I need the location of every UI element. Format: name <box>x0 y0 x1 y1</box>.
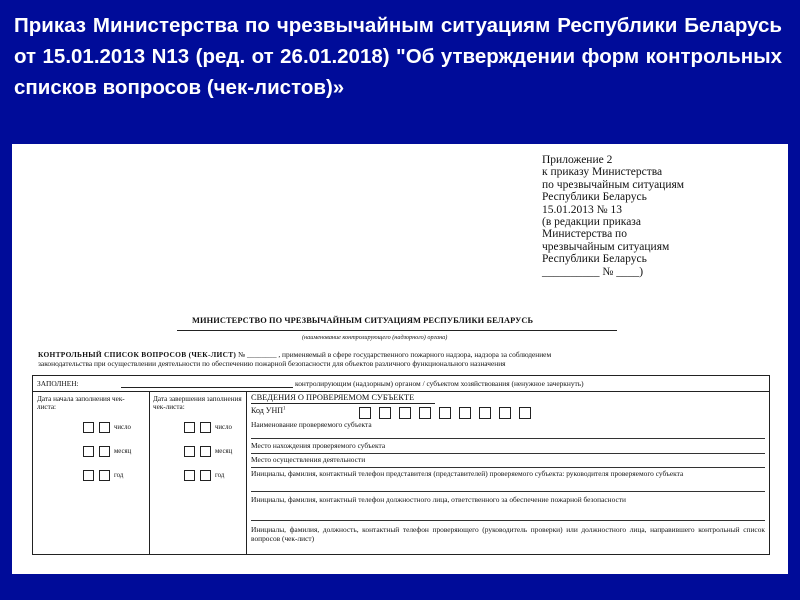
ministry-name: МИНИСТЕРСТВО ПО ЧРЕЗВЫЧАЙНЫМ СИТУАЦИЯМ РЕСПУБЛИКИ БЕЛАРУСЬ <box>192 316 534 325</box>
checkbox[interactable] <box>200 446 211 457</box>
checkbox[interactable] <box>83 446 94 457</box>
unp-digit-box[interactable] <box>519 407 531 419</box>
field-fill-line[interactable] <box>251 520 765 521</box>
unp-digit-box[interactable] <box>479 407 491 419</box>
unp-label <box>251 406 286 415</box>
filled-label: ЗАПОЛНЕН: <box>37 379 79 388</box>
field-representative: Инициалы, фамилия, контактный телефон представителя (представителей) проверяемого субъекта: руководителя проверяемого субъекта <box>251 469 684 478</box>
start-year-row <box>83 470 147 482</box>
checkbox[interactable] <box>99 422 110 433</box>
checklist-form-table <box>32 375 770 555</box>
checklist-heading-text-2: законодательства при осуществлении деятельности по обеспечению пожарной безопасности для объектов различного функционального назначения <box>38 358 506 368</box>
appendix-line: чрезвычайным ситуациям <box>542 240 670 253</box>
end-date-label: Дата завершения заполнения чек-листа: <box>153 395 242 412</box>
field-subject-name: Наименование проверяемого субъекта <box>251 420 372 429</box>
filled-blank-line <box>121 387 293 388</box>
filled-by-row <box>33 376 769 392</box>
end-month-row <box>184 446 244 458</box>
unp-digit-box[interactable] <box>379 407 391 419</box>
checkbox[interactable] <box>184 446 195 457</box>
ministry-rule <box>177 330 617 331</box>
ministry-caption: (наименование контролирующего (надзорного) органа) <box>302 334 448 341</box>
end-day-row <box>184 422 244 434</box>
day-label: число <box>114 424 131 431</box>
field-fill-line[interactable] <box>251 491 765 492</box>
field-inspector: Инициалы, фамилия, должность, контактный телефон проверяющего (руководитель проверки) или должностного лица, направившего контрольный список вопросов (чек-лист) <box>251 525 765 543</box>
unp-digit-box[interactable] <box>359 407 371 419</box>
checkbox[interactable] <box>200 422 211 433</box>
day-label: число <box>215 424 232 431</box>
unp-digit-box[interactable] <box>419 407 431 419</box>
field-fill-line[interactable] <box>251 467 765 468</box>
appendix-line: к приказу Министерства <box>542 166 663 179</box>
unp-footnote: 1 <box>283 406 286 412</box>
checklist-heading <box>38 351 748 368</box>
appendix-line: Республики Беларусь <box>542 253 647 266</box>
appendix-line: (в редакции приказа <box>542 216 641 229</box>
checkbox[interactable] <box>200 470 211 481</box>
unp-digit-box[interactable] <box>439 407 451 419</box>
field-subject-location: Место нахождения проверяемого субъекта <box>251 441 386 450</box>
appendix-line: __________ № ____) <box>542 265 644 278</box>
appendix-line: Республики Беларусь <box>542 191 647 204</box>
field-fill-line[interactable] <box>251 453 765 454</box>
column-divider <box>246 391 247 554</box>
unp-digit-box[interactable] <box>399 407 411 419</box>
appendix-line: 15.01.2013 № 13 <box>542 203 622 216</box>
column-divider <box>149 391 150 554</box>
field-fire-safety-officer: Инициалы, фамилия, контактный телефон должностного лица, ответственного за обеспечение пожарной безопасности <box>251 495 626 504</box>
subject-header: СВЕДЕНИЯ О ПРОВЕРЯЕМОМ СУБЪЕКТЕ <box>251 393 415 402</box>
unp-label-text: Код УНП <box>251 406 283 415</box>
field-fill-line[interactable] <box>251 438 765 439</box>
unp-digit-box[interactable] <box>499 407 511 419</box>
appendix-line: по чрезвычайным ситуациям <box>542 178 685 191</box>
checkbox[interactable] <box>83 470 94 481</box>
start-day-row <box>83 422 147 434</box>
year-label: год <box>215 472 225 479</box>
slide-title: Приказ Министерства по чрезвычайным ситуациям Республики Беларусь от 15.01.2013 N13 (ред. от 26.01.2018) "Об утверждении форм контрольных списков вопросов (чек-листов)» <box>14 14 782 99</box>
field-activity-place: Место осуществления деятельности <box>251 455 366 464</box>
checklist-title: КОНТРОЛЬНЫЙ СПИСОК ВОПРОСОВ (ЧЕК-ЛИСТ) <box>38 350 237 359</box>
unp-digit-box[interactable] <box>459 407 471 419</box>
appendix-line: Приложение 2 <box>542 154 613 166</box>
appendix-line: Министерства по <box>542 228 627 241</box>
document-scan <box>12 144 788 574</box>
checkbox[interactable] <box>184 422 195 433</box>
month-label: месяц <box>114 448 132 455</box>
checkbox[interactable] <box>184 470 195 481</box>
end-year-row <box>184 470 244 482</box>
year-label: год <box>114 472 124 479</box>
checkbox[interactable] <box>83 422 94 433</box>
checkbox[interactable] <box>99 470 110 481</box>
checkbox[interactable] <box>99 446 110 457</box>
start-date-label: Дата начала заполнения чек-листа: <box>37 395 125 412</box>
checklist-heading-text: № ________ , применяемый в сфере государственного пожарного надзора, надзора за соблюдением <box>236 350 552 359</box>
subject-header-rule <box>251 403 435 404</box>
month-label: месяц <box>215 448 233 455</box>
appendix-block <box>542 154 772 278</box>
filled-text: контролирующим (надзорным) органом / субъектом хозяйствования (ненужное зачеркнуть) <box>295 379 584 388</box>
start-month-row <box>83 446 147 458</box>
